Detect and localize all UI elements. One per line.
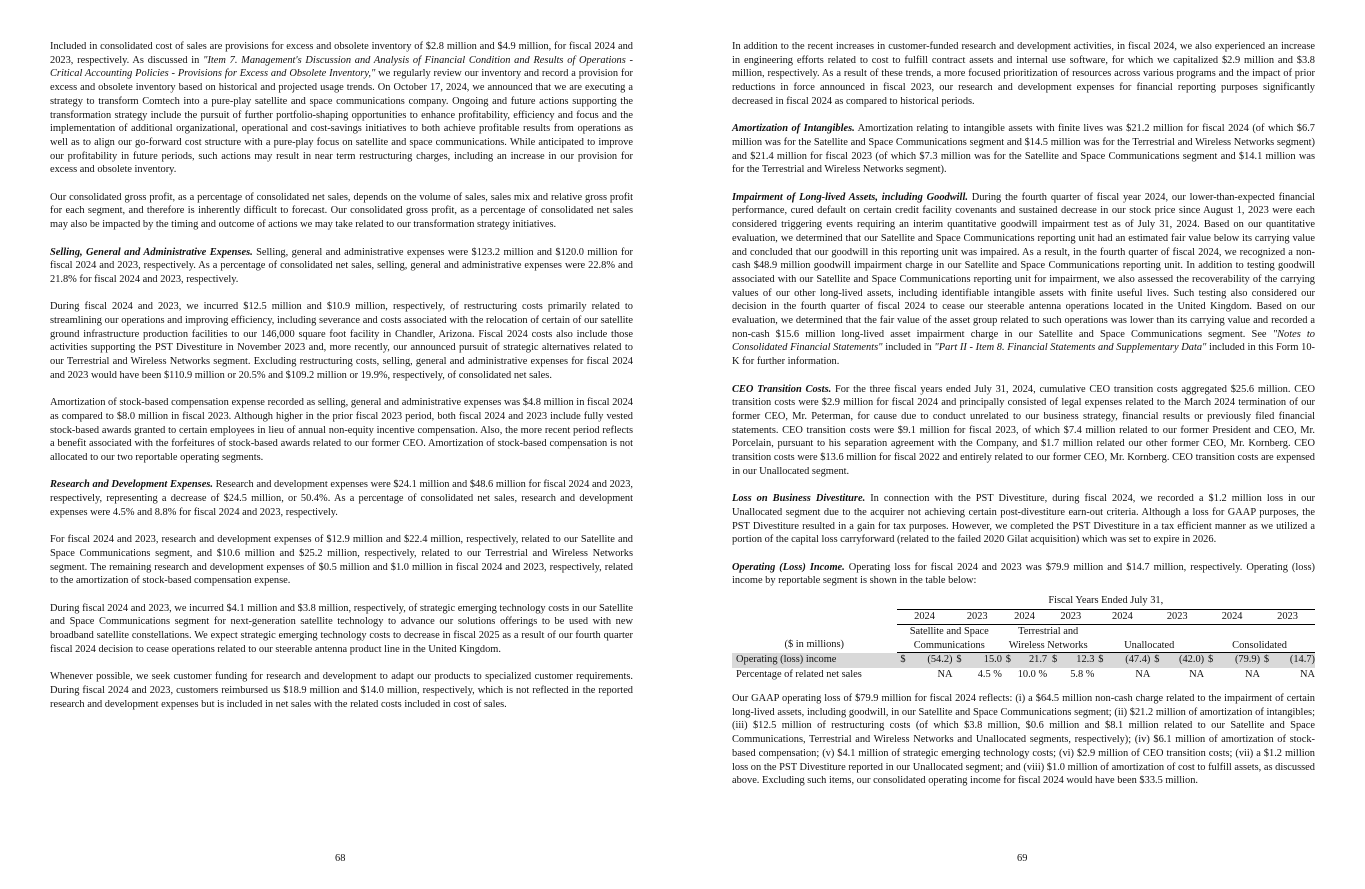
paragraph-gross-profit: Our consolidated gross profit, as a percentage of consolidated net sales, depends on the volume of sales, sales mix and relative gross profit for each segment, and therefore is inherently difficult to forecast. Our consolidated gross profit, as a percentage of consolidated net sales may also be impacted by the timing and outcome of actions we may take related to our transformation strategy initiatives. — [50, 191, 633, 231]
paragraph-ceo-transition: CEO Transition Costs. For the three fiscal years ended July 31, 2024, cumulative CEO transition costs aggregated $25.6 million. CEO transition costs were $2.9 million for fiscal 2024 and principally consisted of legal expenses related to the March 2024 termination of our former CEO, Mr. Peterman, for cause due to conduct unrelated to our business strategy, financial results or previously filed financial statements. CEO transition costs were $9.1 million for fiscal 2023, of which $7.4 million related to our former President and CEO, Mr. Porcelain, pursuant to his separation agreement with the Company, and $1.7 million related our other former CEO, Mr. Kornberg. CEO transition costs were $13.6 million for fiscal 2022 and entirely related to our former CEO, Mr. Kornberg. CEO transition costs are expensed in our Unallocated segment. — [732, 383, 1315, 477]
units-label: ($ in millions) — [784, 639, 845, 651]
page-number-right: 69 — [1017, 853, 1028, 864]
table-cell: (42.0) — [1163, 653, 1204, 668]
impairment-heading: Impairment of Long-lived Assets, including Goodwill. — [732, 191, 968, 203]
table-cell: NA — [1299, 668, 1315, 680]
paragraph-amortization: Amortization of Intangibles. Amortization relating to intangible assets with finite lives was $21.2 million for fiscal 2024 (of which $6.7 million was for the Satellite and Space Communications segment and $14.5 million was for the Terrestrial and Wireless Networks segment) and $21.4 million for fiscal 2023 (of which $7.3 million was for the Satellite and Space Communications segment and $14.1 million was for the Terrestrial and Wireless Networks segment). — [732, 123, 1315, 176]
paragraph-sga: Selling, General and Administrative Expenses. Selling, general and administrative expenses were $123.2 million and $120.0 million for fiscal 2024 and 2023, respectively. As a percentage of consolidated net sales, selling, general and administrative expenses were 22.8% and 21.8% for fiscal 2024 and 2023, respectively. — [50, 246, 633, 285]
table-cell: 10.0 % — [1017, 668, 1048, 680]
paragraph-operating-income: Operating (Loss) Income. Operating loss for fiscal 2024 and 2023 was $79.9 million and $14.7 million, respectively. Operating (loss) income by reportable segment is shown in the table below: — [732, 561, 1316, 587]
table-cell: 4.5 % — [977, 668, 1002, 680]
ceo-transition-heading: CEO Transition Costs. — [732, 383, 832, 395]
amortization-heading: Amortization of Intangibles. — [732, 123, 855, 135]
operating-income-heading: Operating (Loss) Income. — [732, 561, 845, 573]
table-cell: NA — [1245, 668, 1261, 680]
table-group-row-1 — [732, 625, 1315, 639]
right-page — [732, 40, 1315, 788]
paragraph-stock-comp: Amortization of stock-based compensation expense recorded as selling, general and administrative expenses was $4.8 million in fiscal 2024 as compared to $8.0 million in fiscal 2023. Although higher in the prior fiscal 2023 period, both fiscal 2024 and 2023 include fully vested stock-based awards granted to certain employees in lieu of annual non-equity incentive compensation. Also, the more recent period reflects a benefit associated with the forfeitures of stock-based awards related to our former CEO. Amortization of stock-based compensation is not allocated to our two reportable operating segments. — [50, 397, 633, 464]
paragraph-emerging-tech: During fiscal 2024 and 2023, we incurred $4.1 million and $3.8 million, respectively, of strategic emerging technology costs in our Satellite and Space Communications segment for next-generation satellite technology to advance our solutions offerings to be used with new broadband satellite constellations. We expect strategic emerging technology costs to decrease in fiscal 2025 as a result of our fourth quarter fiscal 2024 decision to cease operations related to our steerable antenna product line in the United Kingdom. — [50, 602, 633, 655]
page-number-left: 68 — [335, 853, 346, 864]
fiscal-years-header: Fiscal Years Ended July 31, — [897, 594, 1315, 609]
rnd-heading: Research and Development Expenses. — [50, 479, 213, 491]
left-page — [50, 40, 633, 711]
paragraph-restructuring: During fiscal 2024 and 2023, we incurred $12.5 million and $10.9 million, respectively, of restructuring costs primarily related to streamlining our operations and improving efficiency, including severance and costs associated with the relocation of certain of our satellite ground infrastructure production facilities to our 146,000 square foot facility in Chandler, Arizona. Fiscal 2024 costs also include those activities supporting the PST Divestiture in November 2023 and, more recently, our announced pursuit of strategic alternatives related to our Terrestrial and Wireless Networks segment. Excluding restructuring costs, selling, general and administrative expenses for fiscal 2024 and 2023 would have been $110.9 million or 20.5% and $109.2 million or 19.9%, respectively, of consolidated net sales. — [50, 301, 633, 381]
table-cell: 15.0 — [965, 653, 1002, 668]
paragraph-rnd-segments: For fiscal 2024 and 2023, research and development expenses of $12.9 million and $22.4 million, respectively, related to our Satellite and Space Communications segment, and $10.6 million and $25.2 million, respectively, related to our Terrestrial and Wireless Networks segment. The remaining research and development expenses of $0.5 million and $1.0 million in fiscal 2024 and 2023, respectively, related to the amortization of stock-based compensation expense. — [50, 534, 633, 587]
group-header-line2: Unallocated — [1094, 638, 1204, 653]
group-header-line1: Satellite and Space — [909, 626, 989, 638]
year-header: 2024 — [1094, 609, 1150, 625]
year-header: 2023 — [1150, 609, 1204, 625]
divestiture-heading: Loss on Business Divestiture. — [732, 493, 866, 505]
year-header: 2024 — [1204, 609, 1260, 625]
paragraph-gaap-operating-loss: Our GAAP operating loss of $79.9 million for fiscal 2024 reflects: (i) a $64.5 million non-cash charge related to the impairment of certain long-lived assets, including goodwill, in our Satellite and Space Communications segment; (ii) $21.2 million of amortization of intangibles; (iii) $12.5 million of restructuring costs (of which $3.8 million, $0.6 million and $8.1 million related to our Satellite and Space Communications, Terrestrial and Wireless Networks and Unallocated segments, respectively); (iv) $6.1 million of amortization of stock-based compensation; (v) $4.1 million of strategic emerging technology costs; (vi) $2.9 million of CEO transition costs; (vii) a $1.2 million loss on the PST Divestiture reported in our Unallocated segment; and (viii) $1.0 million of amortization of cost to fulfill assets, as discussed above. Excluding such items, our consolidated operating income for fiscal 2024 would have been $33.5 million. — [732, 693, 1315, 787]
table-cell: NA — [937, 668, 953, 680]
table-cell: 5.8 % — [1070, 668, 1095, 680]
year-header: 2023 — [1047, 609, 1094, 625]
paragraph-inventory-provisions: Included in consolidated cost of sales are provisions for excess and obsolete inventory of $2.8 million and $4.9 million, for fiscal 2024 and 2023, respectively. As discussed in "Item 7. Management's Discussion and Analysis of Financial Condition and Results of Operations - Critical Accounting Policies - Provisions for Excess and Obsolete Inventory," we regularly review our inventory and record a provision for excess and obsolete inventory based on historical and projected usage trends. On October 17, 2024, we announced that we are executing a strategy to transform Comtech into a pure-play satellite and space communications company. Ongoing and future actions supporting the transformation strategy include the pursuit of further portfolio-shaping opportunities to enhance profitability, efficiency and focus and the implementation of additional organizational, operational and cost-savings initiatives to both achieve profitable results from operations as well as to align our go-forward cost structure with a pure-play focus on satellite and space communications. While anticipated to improve our profitability in future periods, such actions may result in near term restructuring charges, including an increase in our provision for excess and obsolete inventory. — [50, 41, 633, 176]
table-row — [732, 668, 1315, 683]
table-cell: (79.9) — [1217, 653, 1260, 668]
group-header-line1 — [1204, 625, 1315, 639]
table-row: Operating (loss) income $ (54.2) $ 15.0 $ 21.7 $ 12.3 $ (47.4) $ (42.0) $ (79.9) $ (14.7) — [732, 653, 1315, 668]
year-header: 2023 — [1260, 609, 1315, 625]
paragraph-impairment: Impairment of Long-lived Assets, including Goodwill. During the fourth quarter of fiscal year 2024, our lower-than-expected financial performance, cured default on certain credit facility covenants and sustained decrease in our stock price since August 1, 2023 were each considered triggering events requiring an interim quantitative goodwill impairment test as of July 31, 2024. Based on our quantitative evaluation, we determined that our Satellite and Space Communications reporting unit had an estimated fair value below its carrying value and concluded that our goodwill in this reporting unit was impaired. As a result, in the fourth quarter of fiscal 2024, we recognized a non-cash $48.9 million goodwill impairment charge in our Satellite and Space Communications reporting unit. In addition to testing goodwill associated with our Satellite and Space Communications reporting unit for impairment, we also assessed the recoverability of the carrying values of our other long-lived assets, including identifiable intangible assets with finite useful lives. Such testing also considered our decision in the fourth quarter of fiscal 2024 to cease our steerable antenna operations located in the United Kingdom. Based on our evaluation, we determined that the fair value of the asset group related to such operations was lower than its carrying value and recorded a non-cash $15.6 million long-lived asset impairment charge in our Satellite and Space Communications segment. See "Notes to Consolidated Financial Statements" included in "Part II - Item 8. Financial Statements and Supplementary Data" included in this Form 10-K for further information. — [732, 191, 1316, 368]
segment-operating-income-table — [732, 594, 1315, 682]
table-cell: 12.3 — [1062, 653, 1094, 668]
sga-heading: Selling, General and Administrative Expenses. — [50, 246, 253, 258]
group-header-line1: Terrestrial and — [1018, 626, 1079, 638]
table-super-header-row — [732, 594, 1315, 609]
table-cell: (54.2) — [909, 653, 952, 668]
table-cell: (47.4) — [1107, 653, 1150, 668]
year-header: 2023 — [952, 609, 1001, 625]
group-header-line2: Consolidated — [1204, 638, 1315, 653]
group-header-line2: Wireless Networks — [1002, 638, 1094, 653]
table-cell: 21.7 — [1015, 653, 1047, 668]
table-cell: NA — [1189, 668, 1205, 680]
year-header: 2024 — [897, 609, 953, 625]
row-label: Operating (loss) income — [732, 653, 897, 668]
table-group-row-2 — [732, 638, 1315, 653]
paragraph-divestiture: Loss on Business Divestiture. In connection with the PST Divestiture, during fiscal 2024, we recorded a $1.2 million loss in our Unallocated segment due to the acquirer not achieving certain post-divestiture earn-out criteria. Although a loss for GAAP purposes, the PST Divestiture resulted in a gain for tax purposes. However, we completed the PST Divestiture in a tax efficient manner as we utilized a portion of the capital loss carryforward (related to the failed 2020 Gilat acquisition) which was set to expire in 2026. — [732, 493, 1315, 546]
paragraph-customer-funding: Whenever possible, we seek customer funding for research and development to adapt our products to specialized customer requirements. During fiscal 2024 and 2023, customers reimbursed us $18.9 million and $14.0 million, respectively, which is not reflected in the reported research and development expenses but is included in net sales with the related costs included in cost of sales. — [50, 671, 633, 710]
paragraph-capitalized-engineering: In addition to the recent increases in customer-funded research and development activities, in fiscal 2024, we also experienced an increase in engineering efforts related to cost to fulfill contract assets and internal use software, for which we capitalized $2.9 million and $3.8 million, respectively. As a result of these trends, a more focused prioritization of resources across various programs and the impact of prior reductions in force announced in fiscal 2023, our research and development expenses for financial reporting purposes significantly decreased in fiscal 2024 as compared to historical periods. — [732, 41, 1315, 107]
table-cell: (14.7) — [1273, 653, 1315, 668]
mdna-reference: "Item 7. Management's Discussion and Analysis of Financial Condition and Results of Operations - Critical Accounting Policies - Provisions for Excess and Obsolete Inventory," — [50, 54, 633, 80]
table-years-row — [732, 609, 1315, 625]
year-header: 2024 — [1002, 609, 1047, 625]
group-header-line2: Communications — [897, 638, 1002, 653]
table-cell: NA — [1135, 668, 1151, 680]
group-header-line1 — [1094, 625, 1204, 639]
row-label: Percentage of related net sales — [736, 668, 862, 680]
paragraph-rnd: Research and Development Expenses. Research and development expenses were $24.1 million and $48.6 million for fiscal 2024 and 2023, respectively, representing a decrease of $24.5 million, or 50.4%. As a percentage of consolidated net sales, research and development expenses were 4.5% and 8.8% for fiscal 2024 and 2023, respectively. — [50, 479, 633, 518]
